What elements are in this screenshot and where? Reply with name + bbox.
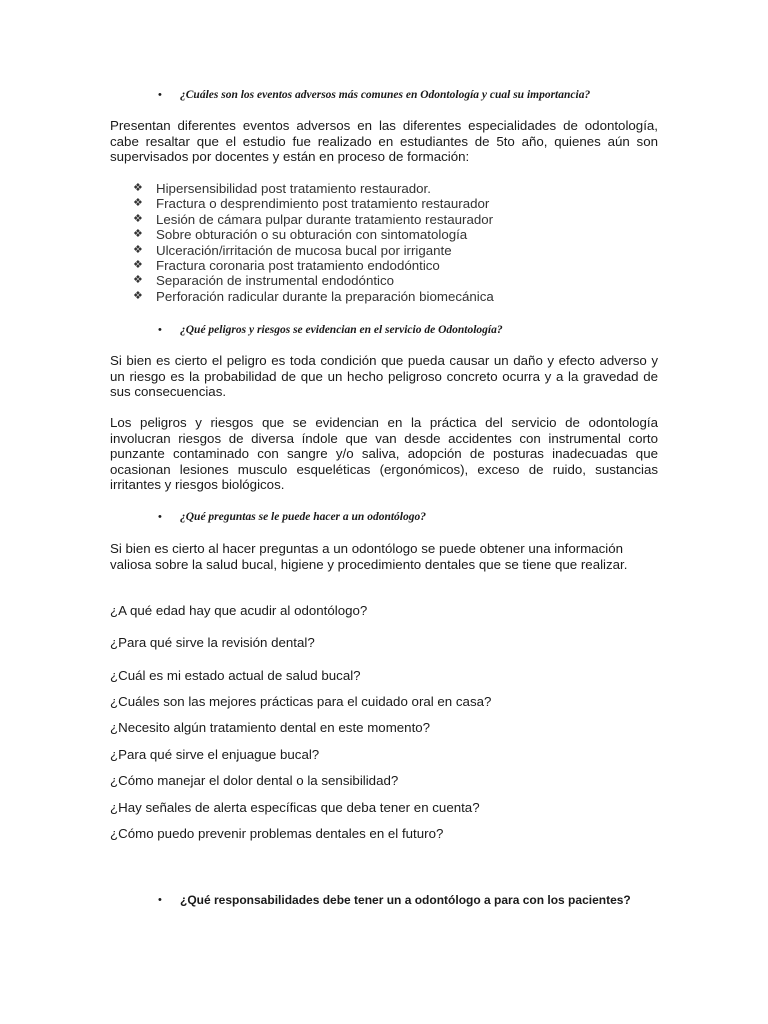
question-item: ¿Para qué sirve la revisión dental? <box>110 635 315 650</box>
paragraph-adverse-events-intro: Presentan diferentes eventos adversos en las diferentes especialidades de odontología, cabe resaltar que el estudio fue realizado en estudiantes de 5to año, quienes aún son supervisados por docentes y están en proceso de formación: <box>110 118 658 164</box>
heading-dentist-responsibilities <box>158 893 658 908</box>
heading-text: ¿Cuáles son los eventos adversos más comunes en Odontología y cual su importancia? <box>180 89 591 101</box>
diamond-bullet-icon: ❖ <box>133 243 143 256</box>
diamond-bullet-icon: ❖ <box>133 182 143 194</box>
paragraph-hazards-in-practice: Los peligros y riesgos que se evidencian en la práctica del servicio de odontología involucran riesgos de diversa índole que van desde accidentes con instrumental corto punzante contaminado con sangre y/o saliva, adopción de posturas inadecuadas que ocasionan lesiones musculo esqueléticas (ergonómicos), exceso de ruido, sustancias irritantes y riesgos biológicos. <box>110 415 658 492</box>
diamond-bullet-icon: ❖ <box>133 212 143 225</box>
list-item: ❖ Lesión de cámara pulpar durante tratamiento restaurador <box>133 211 494 227</box>
diamond-bullet-icon: ❖ <box>133 197 143 210</box>
question-item: ¿Hay señales de alerta específicas que deba tener en cuenta? <box>110 800 480 815</box>
heading-text: ¿Qué peligros y riesgos se evidencian en el servicio de Odontología? <box>180 324 503 336</box>
list-item: ❖ Ulceración/irritación de mucosa bucal por irrigante <box>133 242 452 258</box>
list-item: ❖ Perforación radicular durante la preparación biomecánica <box>133 288 494 304</box>
question-item: ¿Cómo puedo prevenir problemas dentales en el futuro? <box>110 826 444 841</box>
bullet-icon: • <box>158 894 162 906</box>
diamond-bullet-icon: ❖ <box>133 274 143 287</box>
adverse-events-list <box>133 181 494 304</box>
list-item: ❖ Separación de instrumental endodóntico <box>133 273 395 289</box>
diamond-bullet-icon: ❖ <box>133 289 143 302</box>
heading-text: ¿Qué responsabilidades debe tener un a odontólogo a para con los pacientes? <box>180 893 631 907</box>
question-item: ¿Necesito algún tratamiento dental en este momento? <box>110 720 431 735</box>
bullet-icon: • <box>158 511 162 523</box>
question-item: ¿Para qué sirve el enjuague bucal? <box>110 747 320 762</box>
list-item: ❖ Fractura coronaria post tratamiento endodóntico <box>133 258 440 274</box>
bullet-icon: • <box>158 324 162 336</box>
question-item: ¿Cuál es mi estado actual de salud bucal? <box>110 668 361 683</box>
question-item: ¿Cómo manejar el dolor dental o la sensibilidad? <box>110 773 399 788</box>
list-item: ❖ Fractura o desprendimiento post tratamiento restaurador <box>133 196 490 212</box>
list-item: ❖ Sobre obturación o su obturación con sintomatología <box>133 227 468 243</box>
diamond-bullet-icon: ❖ <box>133 259 143 272</box>
diamond-bullet-icon: ❖ <box>133 228 143 241</box>
list-item: ❖ Hipersensibilidad post tratamiento restaurador. <box>133 181 431 196</box>
heading-text: ¿Qué preguntas se le puede hacer a un odontólogo? <box>180 511 426 523</box>
question-item: ¿Cuáles son las mejores prácticas para el cuidado oral en casa? <box>110 694 492 709</box>
question-item: ¿A qué edad hay que acudir al odontólogo? <box>110 603 368 618</box>
paragraph-questions-intro: Si bien es cierto al hacer preguntas a un odontólogo se puede obtener una información valiosa sobre la salud bucal, higiene y procedimiento dentales que se tiene que realizar. <box>110 541 628 572</box>
bullet-icon: • <box>158 89 162 101</box>
paragraph-hazard-definition: Si bien es cierto el peligro es toda condición que pueda causar un daño y efecto adverso y un riesgo es la probabilidad de que un hecho peligroso concreto ocurra y a la gravedad de sus consecuencias. <box>110 353 658 399</box>
